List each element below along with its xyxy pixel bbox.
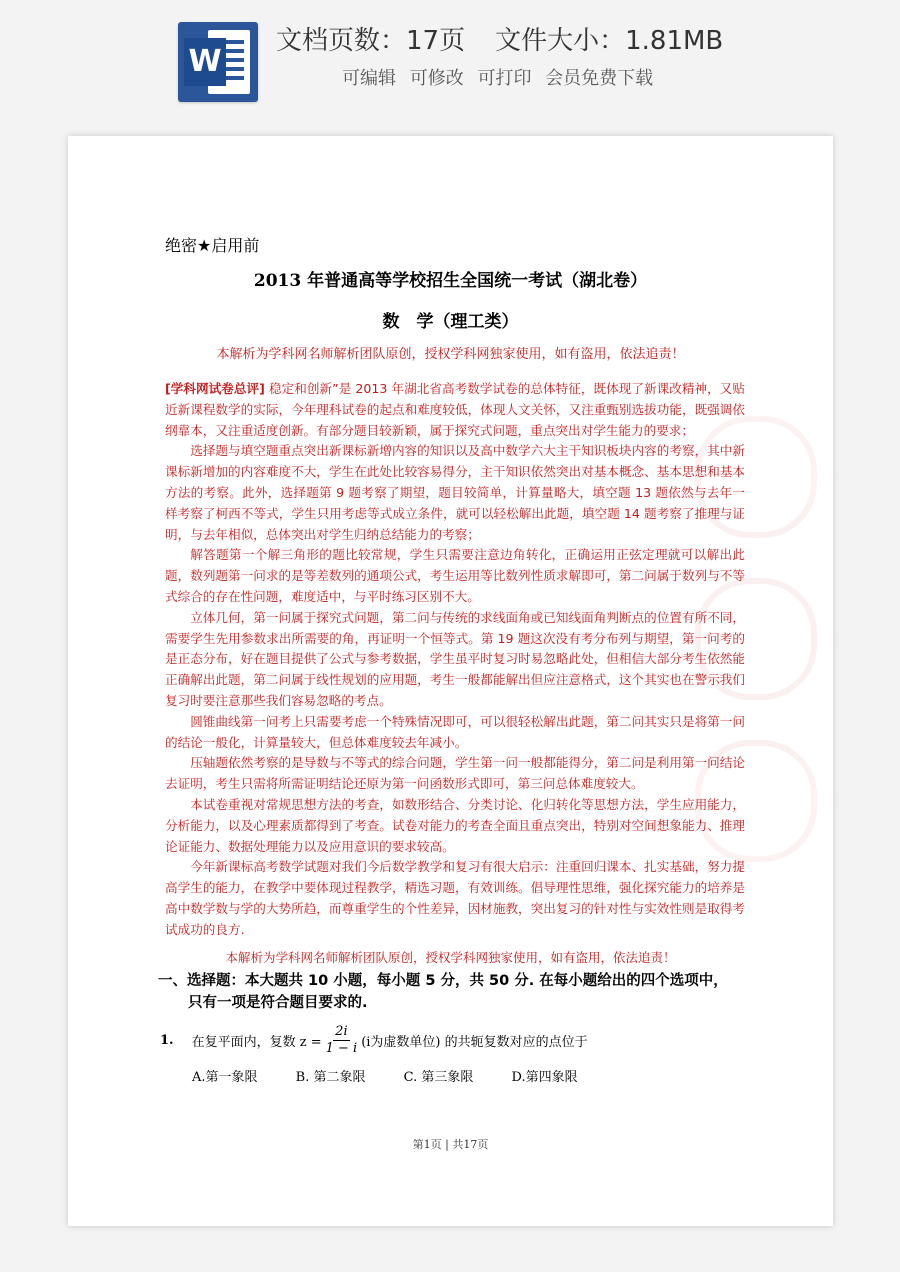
word-letter: W [184, 38, 226, 86]
feature-list: 可编辑 可修改 可打印 会员免费下载 [342, 68, 654, 89]
confidential-label: 绝密★启用前 [165, 236, 260, 255]
summary-paragraph: 圆锥曲线第一问考上只需要考虑一个特殊情况即可，可以很轻松解出此题，第二问其实只是将第一问的结论一般化，计算量较大，但总体难度较去年减小。 [165, 713, 745, 750]
summary-paragraph: 解答题第一个解三角形的题比较常规，学生只需要注意边角转化，正确运用正弦定理就可以解出此题，数列题第一问求的是等差数列的通项公式，考生运用等比数列性质求解即可，第二问属于数列与不等式综合的存在性问题，难度适中，与平时练习区别不大。 [165, 547, 745, 604]
summary-paragraph: 压轴题依然考察的是导数与不等式的综合问题，学生第一问一般都能得分，第二问是利用第一问结论去证明，考生只需将所需证明结论还原为第一问函数形式即可，第三问总体难度较大。 [165, 755, 745, 792]
option-b: B. 第二象限 [295, 1070, 366, 1085]
page-count: 文档页数：17页 [276, 26, 466, 56]
download-banner [0, 0, 900, 130]
question-1: 1. 在复平面内，复数 z = $\frac{2i}{1 - i}$ (i为虚数单位) 的共轭复数对应的点位于 [160, 1024, 588, 1056]
option-d: D.第四象限 [511, 1070, 578, 1085]
summary-paragraph: 立体几何，第一问属于探究式问题，第二问与传统的求线面角或已知线面角判断点的位置有所不同，需要学生先用参数求出所需要的角，再证明一个恒等式。第 19 题这次没有考分布列与期望，第一问考的是正态分布，好在题目提供了公式与参考数据，学生虽平时复习时易忽略此处，但相信大部分考生依然能正确解出此题，第二问属于线性规划的应用题，考生一般都能解出但应注意格式，这个其实也在警示我们复习时要注意那些我们容易忽略的考点。 [165, 609, 745, 708]
question-number: 1. [160, 1033, 174, 1048]
exam-title: 2013 年普通高等学校招生全国统一考试（湖北卷） [253, 271, 648, 291]
page-footer: 第1页 | 共17页 [412, 1138, 489, 1151]
copyright-notice-2: 本解析为学科网名师解析团队原创，授权学科网独家使用，如有盗用，依法追责！ [225, 950, 676, 965]
summary-tag: [学科网试卷总评] [165, 381, 265, 396]
file-size: 文件大小：1.81MB [495, 26, 724, 56]
section-heading: 一、选择题：本大题共 10 小题，每小题 5 分，共 50 分. 在每小题给出的四个选项中， 只有一项是符合题目要求的. [158, 973, 728, 1011]
subject-title: 数 学（理工类） [382, 312, 519, 332]
option-a: A.第一象限 [192, 1070, 258, 1085]
fraction: $\frac{2i}{1 - i}$ [325, 1024, 358, 1056]
copyright-notice: 本解析为学科网名师解析团队原创，授权学科网独家使用，如有盗用，依法追责！ [216, 347, 685, 362]
document-page [68, 136, 833, 1226]
summary-paragraph: 今年新课标高考数学试题对我们今后数学教学和复习有很大启示：注重回归课本、扎实基础，努力提高学生的能力，在教学中要体现过程教学，精选习题，有效训练。倡导理性思维，强化探究能力的培养是高中数学数与学的大势所趋，而尊重学生的个性差异，因材施教，突出复习的针对性与实效性则是取得考试成功的良方. [165, 859, 745, 937]
word-icon [178, 22, 258, 102]
exam-summary [165, 379, 745, 941]
summary-paragraph: [学科网试卷总评] 稳定和创新”是 2013 年湖北省高考数学试卷的总体特征，既体现了新课改精神，又贴近新课程数学的实际，今年理科试卷的起点和难度较低，体现人文关怀，又注重甄别选拔功能，既强调依纲靠本，又注重适度创新。有部分题目较新颖，属于探究式问题，重点突出对学生能力的要求； [165, 381, 745, 438]
summary-paragraph: 本试卷重视对常规思想方法的考查，如数形结合、分类讨论、化归转化等思想方法，学生应用能力，分析能力，以及心理素质都得到了考查。试卷对能力的考查全面且重点突出，特别对空间想象能力、推理论证能力、数据处理能力以及应用意识的要求较高。 [165, 796, 745, 854]
option-c: C. 第三象限 [403, 1070, 474, 1085]
summary-paragraph: 选择题与填空题重点突出新课标新增内容的知识以及高中数学六大主干知识板块内容的考察，其中新课标新增加的内容难度不大，学生在此处比较容易得分，主干知识依然突出对基本概念、基本思想和基本方法的考察。此外，选择题第 9 题考察了期望，题目较简单，计算量略大，填空题 13 题依然与去年一样考察了柯西不等式，学生只用考虑等式成立条件，就可以轻松解出此题，填空题 14 题考察了推理与证明，与去年相似，总体突出对学生归纳总结能力的考察； [165, 443, 745, 542]
question-1-options [192, 1066, 612, 1085]
file-info [276, 20, 876, 57]
